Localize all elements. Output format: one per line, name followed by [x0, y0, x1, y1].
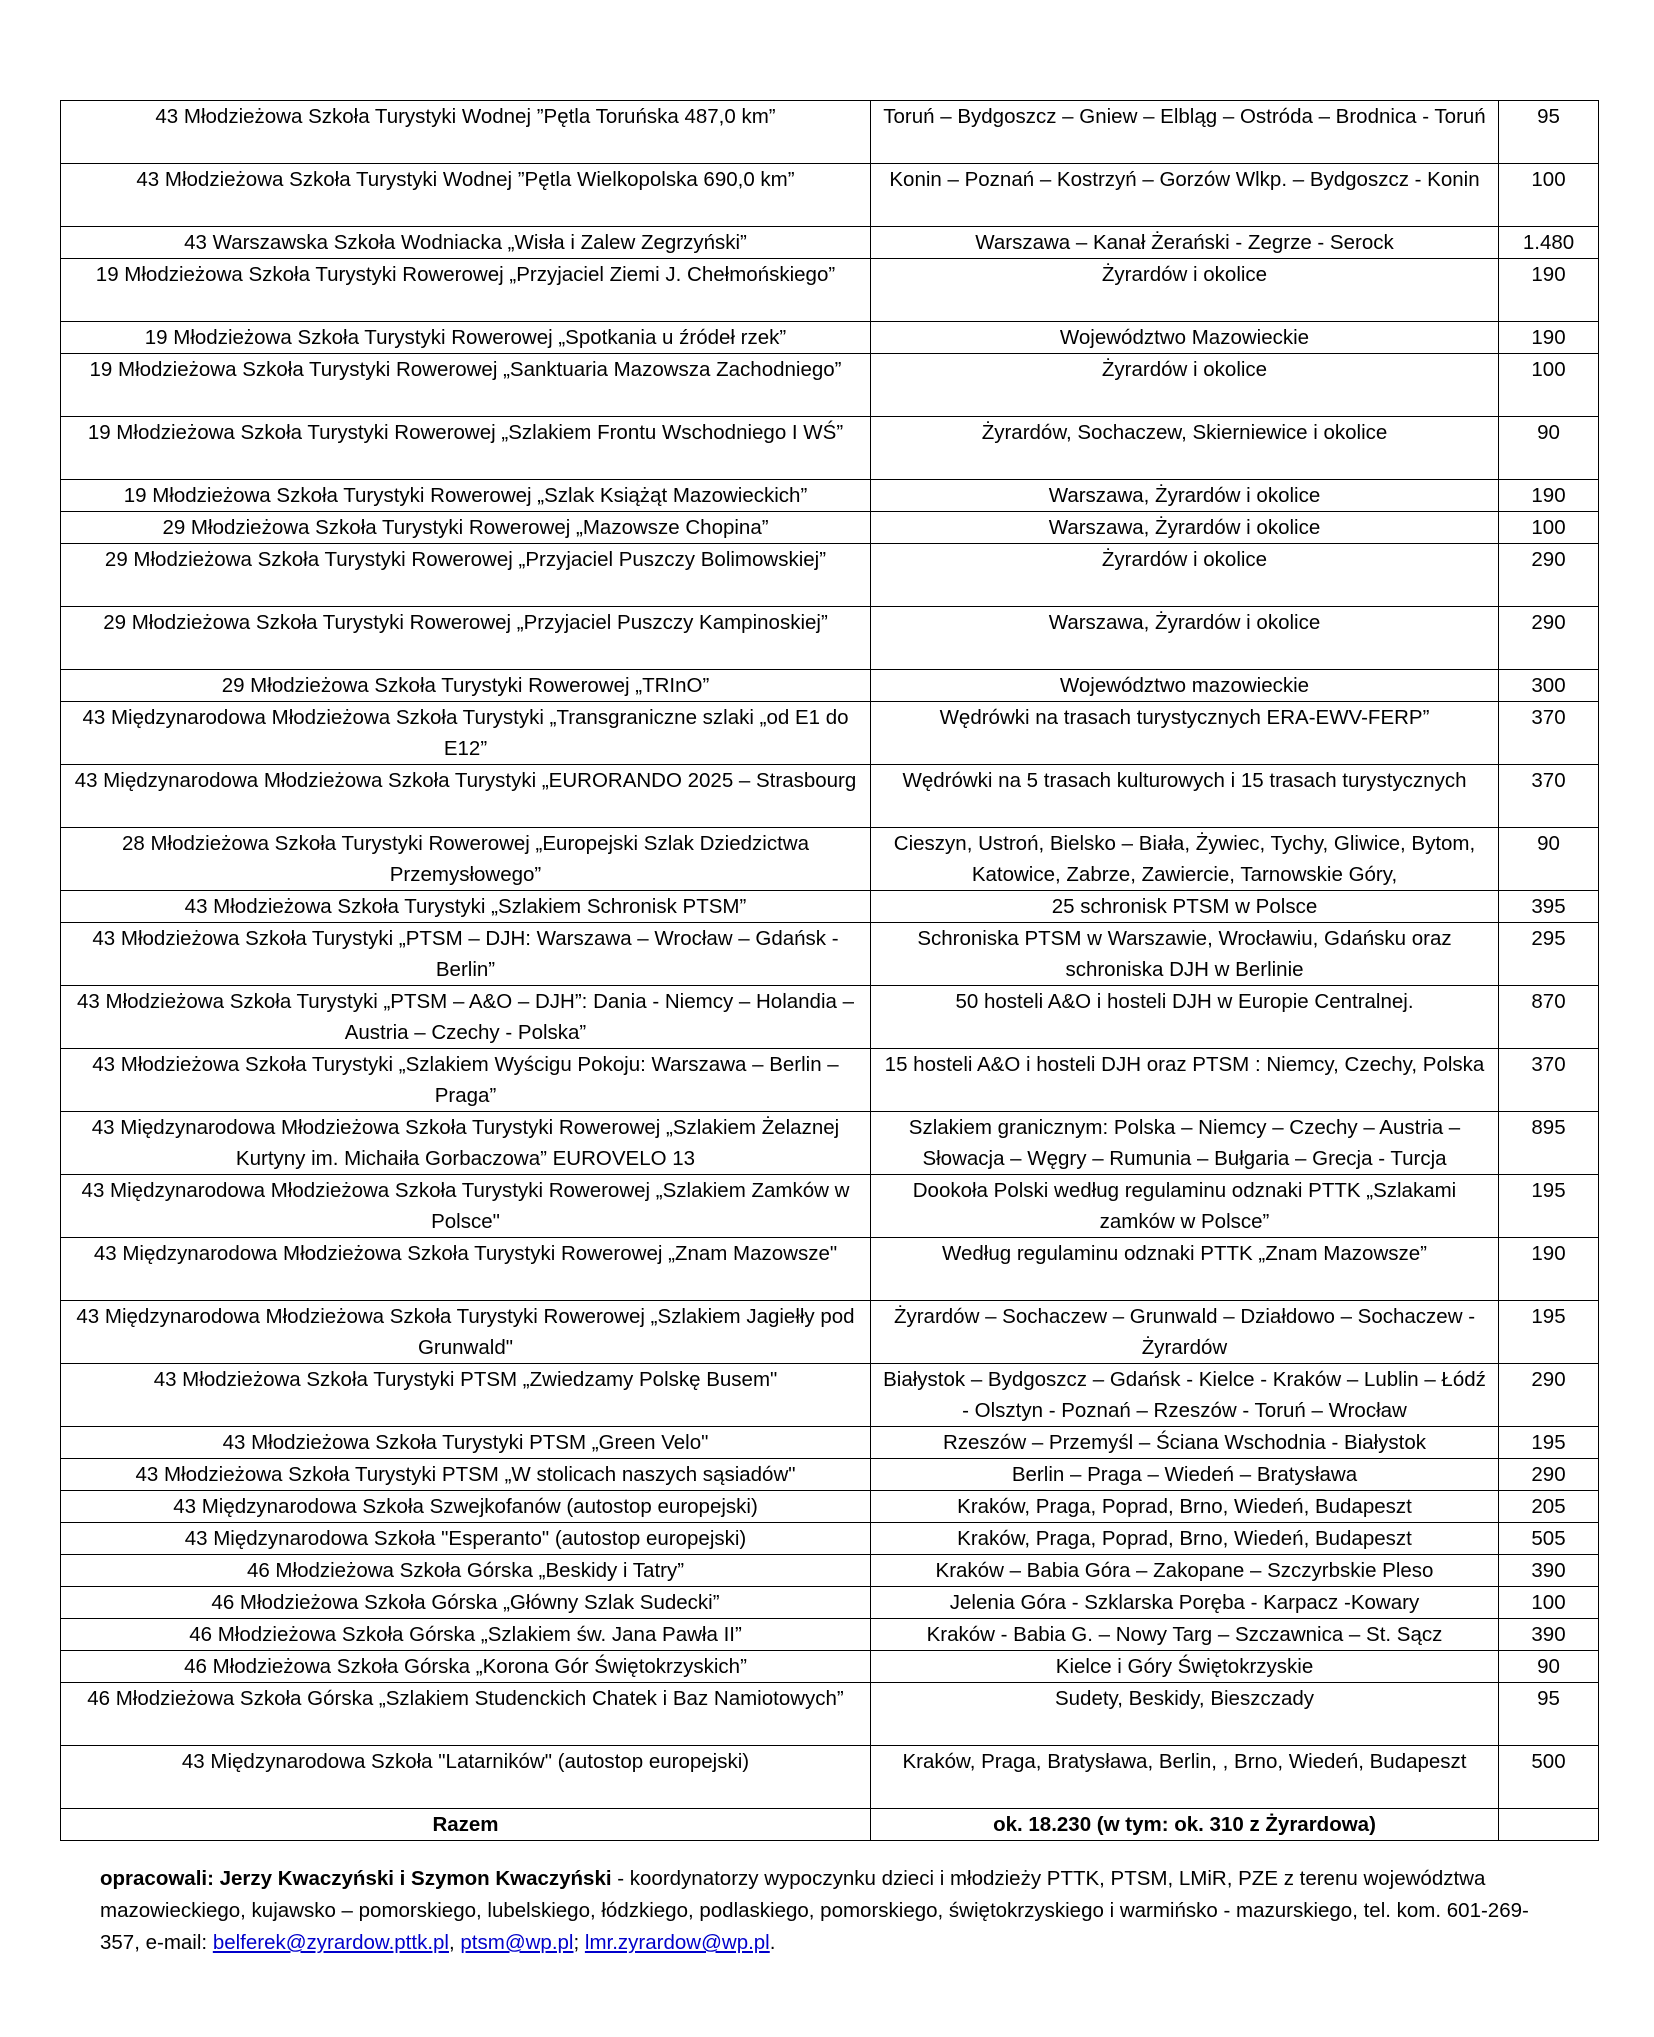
table-row — [61, 417, 1599, 480]
participants-cell: 290 — [1499, 607, 1599, 670]
school-name-cell: 29 Młodzieżowa Szkoła Turystyki Rowerowej „Mazowsze Chopina” — [61, 512, 871, 544]
school-name-cell: 43 Międzynarodowa Młodzieżowa Szkoła Turystyki Rowerowej „Znam Mazowsze" — [61, 1238, 871, 1301]
table-row — [61, 480, 1599, 512]
route-cell: Jelenia Góra - Szklarska Poręba - Karpacz -Kowary — [871, 1587, 1499, 1619]
route-cell: Żyrardów i okolice — [871, 259, 1499, 322]
email-link-ptsm[interactable]: ptsm@wp.pl — [460, 1931, 574, 1954]
table-row — [61, 1683, 1599, 1746]
table-row — [61, 1301, 1599, 1364]
table-row — [61, 101, 1599, 164]
table-row — [61, 1619, 1599, 1651]
participants-cell: 370 — [1499, 765, 1599, 828]
school-name-cell: 43 Młodzieżowa Szkoła Turystyki PTSM „W stolicach naszych sąsiadów" — [61, 1459, 871, 1491]
school-name-cell: 43 Młodzieżowa Szkoła Turystyki „Szlakiem Wyścigu Pokoju: Warszawa – Berlin – Praga” — [61, 1049, 871, 1112]
table-row — [61, 923, 1599, 986]
school-name-cell: 19 Młodzieżowa Szkoła Turystyki Rowerowej „Spotkania u źródeł rzek” — [61, 322, 871, 354]
table-row — [61, 986, 1599, 1049]
school-name-cell: 43 Młodzieżowa Szkoła Turystyki PTSM „Green Velo" — [61, 1427, 871, 1459]
table-row — [61, 1238, 1599, 1301]
route-cell: Żyrardów i okolice — [871, 354, 1499, 417]
table-row — [61, 1746, 1599, 1809]
route-cell: Kraków, Praga, Poprad, Brno, Wiedeń, Budapeszt — [871, 1523, 1499, 1555]
schools-table — [60, 100, 1599, 1841]
participants-cell: 95 — [1499, 1683, 1599, 1746]
school-name-cell: 19 Młodzieżowa Szkoła Turystyki Rowerowej „Szlak Książąt Mazowieckich” — [61, 480, 871, 512]
participants-cell: 100 — [1499, 164, 1599, 227]
route-cell: Wędrówki na trasach turystycznych ERA-EWV-FERP” — [871, 702, 1499, 765]
school-name-cell: 43 Międzynarodowa Młodzieżowa Szkoła Turystyki Rowerowej „Szlakiem Zamków w Polsce" — [61, 1175, 871, 1238]
table-row — [61, 1491, 1599, 1523]
route-cell: Kielce i Góry Świętokrzyskie — [871, 1651, 1499, 1683]
participants-cell: 290 — [1499, 1459, 1599, 1491]
participants-cell: 90 — [1499, 1651, 1599, 1683]
table-row — [61, 1427, 1599, 1459]
route-cell: Żyrardów, Sochaczew, Skierniewice i okolice — [871, 417, 1499, 480]
table-row — [61, 1555, 1599, 1587]
route-cell: Dookoła Polski według regulaminu odznaki PTTK „Szlakami zamków w Polsce” — [871, 1175, 1499, 1238]
school-name-cell: 43 Międzynarodowa Młodzieżowa Szkoła Turystyki „EURORANDO 2025 – Strasbourg — [61, 765, 871, 828]
route-cell: Schroniska PTSM w Warszawie, Wrocławiu, Gdańsku oraz schroniska DJH w Berlinie — [871, 923, 1499, 986]
school-name-cell: 43 Młodzieżowa Szkoła Turystyki „PTSM – A&O – DJH”: Dania - Niemcy – Holandia – Austria – Czechy - Polska” — [61, 986, 871, 1049]
participants-cell: 895 — [1499, 1112, 1599, 1175]
school-name-cell: 43 Młodzieżowa Szkoła Turystyki „Szlakiem Schronisk PTSM” — [61, 891, 871, 923]
table-row — [61, 1049, 1599, 1112]
route-cell: Kraków, Praga, Bratysława, Berlin, , Brno, Wiedeń, Budapeszt — [871, 1746, 1499, 1809]
school-name-cell: 43 Międzynarodowa Młodzieżowa Szkoła Turystyki Rowerowej „Szlakiem Żelaznej Kurtyny im. Michaiła Gorbaczowa” EUROVELO 13 — [61, 1112, 871, 1175]
participants-cell: 390 — [1499, 1619, 1599, 1651]
participants-cell: 370 — [1499, 1049, 1599, 1112]
table-row — [61, 1112, 1599, 1175]
participants-cell: 290 — [1499, 544, 1599, 607]
schools-table-body — [61, 101, 1599, 1841]
school-name-cell: 46 Młodzieżowa Szkoła Górska „Korona Gór Świętokrzyskich” — [61, 1651, 871, 1683]
participants-cell: 870 — [1499, 986, 1599, 1049]
school-name-cell: 19 Młodzieżowa Szkoła Turystyki Rowerowej „Szlakiem Frontu Wschodniego I WŚ” — [61, 417, 871, 480]
participants-cell: 190 — [1499, 322, 1599, 354]
route-cell: 25 schronisk PTSM w Polsce — [871, 891, 1499, 923]
school-name-cell: 43 Międzynarodowa Szkoła "Esperanto" (autostop europejski) — [61, 1523, 871, 1555]
table-row — [61, 702, 1599, 765]
total-value: ok. 18.230 (w tym: ok. 310 z Żyrardowa) — [871, 1809, 1499, 1841]
participants-cell: 390 — [1499, 1555, 1599, 1587]
participants-cell: 100 — [1499, 1587, 1599, 1619]
school-name-cell: 29 Młodzieżowa Szkoła Turystyki Rowerowej „TRInO” — [61, 670, 871, 702]
participants-cell: 195 — [1499, 1427, 1599, 1459]
participants-cell: 505 — [1499, 1523, 1599, 1555]
route-cell: Warszawa, Żyrardów i okolice — [871, 512, 1499, 544]
route-cell: Szlakiem granicznym: Polska – Niemcy – Czechy – Austria – Słowacja – Węgry – Rumunia – Bułgaria – Grecja - Turcja — [871, 1112, 1499, 1175]
table-row — [61, 828, 1599, 891]
participants-cell: 195 — [1499, 1175, 1599, 1238]
participants-cell: 290 — [1499, 1364, 1599, 1427]
school-name-cell: 43 Młodzieżowa Szkoła Turystyki Wodnej ”Pętla Toruńska 487,0 km” — [61, 101, 871, 164]
table-row — [61, 164, 1599, 227]
participants-cell: 100 — [1499, 512, 1599, 544]
route-cell: Warszawa, Żyrardów i okolice — [871, 607, 1499, 670]
school-name-cell: 19 Młodzieżowa Szkoła Turystyki Rowerowej „Przyjaciel Ziemi J. Chełmońskiego” — [61, 259, 871, 322]
table-row — [61, 891, 1599, 923]
table-row — [61, 322, 1599, 354]
participants-cell: 500 — [1499, 1746, 1599, 1809]
route-cell: Białystok – Bydgoszcz – Gdańsk - Kielce - Kraków – Lublin – Łódź - Olsztyn - Poznań – Rzeszów - Toruń – Wrocław — [871, 1364, 1499, 1427]
participants-cell: 195 — [1499, 1301, 1599, 1364]
table-row — [61, 354, 1599, 417]
table-row — [61, 1587, 1599, 1619]
footer-note — [100, 1863, 1560, 1959]
participants-cell: 90 — [1499, 417, 1599, 480]
route-cell: Kraków - Babia G. – Nowy Targ – Szczawnica – St. Sącz — [871, 1619, 1499, 1651]
table-row — [61, 1651, 1599, 1683]
route-cell: 50 hosteli A&O i hosteli DJH w Europie Centralnej. — [871, 986, 1499, 1049]
table-row — [61, 670, 1599, 702]
route-cell: Województwo Mazowieckie — [871, 322, 1499, 354]
school-name-cell: 46 Młodzieżowa Szkoła Górska „Beskidy i Tatry” — [61, 1555, 871, 1587]
participants-cell: 190 — [1499, 1238, 1599, 1301]
participants-cell: 100 — [1499, 354, 1599, 417]
table-total-row — [61, 1809, 1599, 1841]
participants-cell: 205 — [1499, 1491, 1599, 1523]
participants-cell: 370 — [1499, 702, 1599, 765]
route-cell: Warszawa, Żyrardów i okolice — [871, 480, 1499, 512]
school-name-cell: 43 Międzynarodowa Szkoła "Latarników" (autostop europejski) — [61, 1746, 871, 1809]
route-cell: Konin – Poznań – Kostrzyń – Gorzów Wlkp. – Bydgoszcz - Konin — [871, 164, 1499, 227]
route-cell: Sudety, Beskidy, Bieszczady — [871, 1683, 1499, 1746]
school-name-cell: 43 Młodzieżowa Szkoła Turystyki Wodnej ”Pętla Wielkopolska 690,0 km” — [61, 164, 871, 227]
route-cell: Cieszyn, Ustroń, Bielsko – Biała, Żywiec, Tychy, Gliwice, Bytom, Katowice, Zabrze, Zawiercie, Tarnowskie Góry, — [871, 828, 1499, 891]
route-cell: Kraków, Praga, Poprad, Brno, Wiedeń, Budapeszt — [871, 1491, 1499, 1523]
footer-separator: , — [448, 1931, 461, 1954]
school-name-cell: 43 Młodzieżowa Szkoła Turystyki PTSM „Zwiedzamy Polskę Busem" — [61, 1364, 871, 1427]
table-row — [61, 1364, 1599, 1427]
table-row — [61, 607, 1599, 670]
route-cell: Wędrówki na 5 trasach kulturowych i 15 trasach turystycznych — [871, 765, 1499, 828]
footer-text: - koordynatorzy wypoczynku dzieci i młodzieży PTTK, PTSM, LMiR, PZE z terenu województwa mazowieckiego, kujawsko – pomorskiego, lubelskiego, łódzkiego, podlaskiego, pomorskiego, świętokrzyskiego i warmińsko - mazurskiego, tel. kom. 601-269-357, e-mail: — [100, 1867, 1529, 1954]
route-cell: Żyrardów i okolice — [871, 544, 1499, 607]
participants-cell: 1.480 — [1499, 227, 1599, 259]
total-label: Razem — [61, 1809, 871, 1841]
participants-cell: 300 — [1499, 670, 1599, 702]
route-cell: 15 hosteli A&O i hosteli DJH oraz PTSM : Niemcy, Czechy, Polska — [871, 1049, 1499, 1112]
school-name-cell: 43 Warszawska Szkoła Wodniacka „Wisła i Zalew Zegrzyński” — [61, 227, 871, 259]
participants-cell: 90 — [1499, 828, 1599, 891]
school-name-cell: 46 Młodzieżowa Szkoła Górska „Szlakiem św. Jana Pawła II” — [61, 1619, 871, 1651]
school-name-cell: 19 Młodzieżowa Szkoła Turystyki Rowerowej „Sanktuaria Mazowsza Zachodniego” — [61, 354, 871, 417]
route-cell: Berlin – Praga – Wiedeń – Bratysława — [871, 1459, 1499, 1491]
school-name-cell: 29 Młodzieżowa Szkoła Turystyki Rowerowej „Przyjaciel Puszczy Bolimowskiej” — [61, 544, 871, 607]
participants-cell: 95 — [1499, 101, 1599, 164]
school-name-cell: 46 Młodzieżowa Szkoła Górska „Szlakiem Studenckich Chatek i Baz Namiotowych” — [61, 1683, 871, 1746]
school-name-cell: 46 Młodzieżowa Szkoła Górska „Główny Szlak Sudecki” — [61, 1587, 871, 1619]
table-row — [61, 765, 1599, 828]
route-cell: Województwo mazowieckie — [871, 670, 1499, 702]
email-link-lmr[interactable]: lmr.zyrardow@wp.pl — [584, 1931, 770, 1954]
footer-authors: opracowali: Jerzy Kwaczyński i Szymon Kwaczyński — [100, 1867, 612, 1890]
school-name-cell: 43 Międzynarodowa Młodzieżowa Szkoła Turystyki Rowerowej „Szlakiem Jagiełły pod Grunwald" — [61, 1301, 871, 1364]
participants-cell: 190 — [1499, 480, 1599, 512]
school-name-cell: 43 Międzynarodowa Szkoła Szwejkofanów (autostop europejski) — [61, 1491, 871, 1523]
table-row — [61, 259, 1599, 322]
table-row — [61, 1523, 1599, 1555]
route-cell: Warszawa – Kanał Żerański - Zegrze - Serock — [871, 227, 1499, 259]
route-cell: Żyrardów – Sochaczew – Grunwald – Działdowo – Sochaczew - Żyrardów — [871, 1301, 1499, 1364]
footer-end: . — [769, 1931, 776, 1954]
participants-cell: 395 — [1499, 891, 1599, 923]
table-row — [61, 544, 1599, 607]
route-cell: Według regulaminu odznaki PTTK „Znam Mazowsze” — [871, 1238, 1499, 1301]
route-cell: Toruń – Bydgoszcz – Gniew – Elbląg – Ostróda – Brodnica - Toruń — [871, 101, 1499, 164]
table-row — [61, 1175, 1599, 1238]
participants-cell: 190 — [1499, 259, 1599, 322]
table-row — [61, 1459, 1599, 1491]
route-cell: Kraków – Babia Góra – Zakopane – Szczyrbskie Pleso — [871, 1555, 1499, 1587]
school-name-cell: 29 Młodzieżowa Szkoła Turystyki Rowerowej „Przyjaciel Puszczy Kampinoskiej” — [61, 607, 871, 670]
school-name-cell: 43 Młodzieżowa Szkoła Turystyki „PTSM – DJH: Warszawa – Wrocław – Gdańsk - Berlin” — [61, 923, 871, 986]
email-link-belferek[interactable]: belferek@zyrardow.pttk.pl — [212, 1931, 449, 1954]
school-name-cell: 43 Międzynarodowa Młodzieżowa Szkoła Turystyki „Transgraniczne szlaki „od E1 do E12” — [61, 702, 871, 765]
footer-separator: ; — [573, 1931, 585, 1954]
table-row — [61, 227, 1599, 259]
school-name-cell: 28 Młodzieżowa Szkoła Turystyki Rowerowej „Europejski Szlak Dziedzictwa Przemysłowego” — [61, 828, 871, 891]
total-count — [1499, 1809, 1599, 1841]
route-cell: Rzeszów – Przemyśl – Ściana Wschodnia - Białystok — [871, 1427, 1499, 1459]
participants-cell: 295 — [1499, 923, 1599, 986]
table-row — [61, 512, 1599, 544]
